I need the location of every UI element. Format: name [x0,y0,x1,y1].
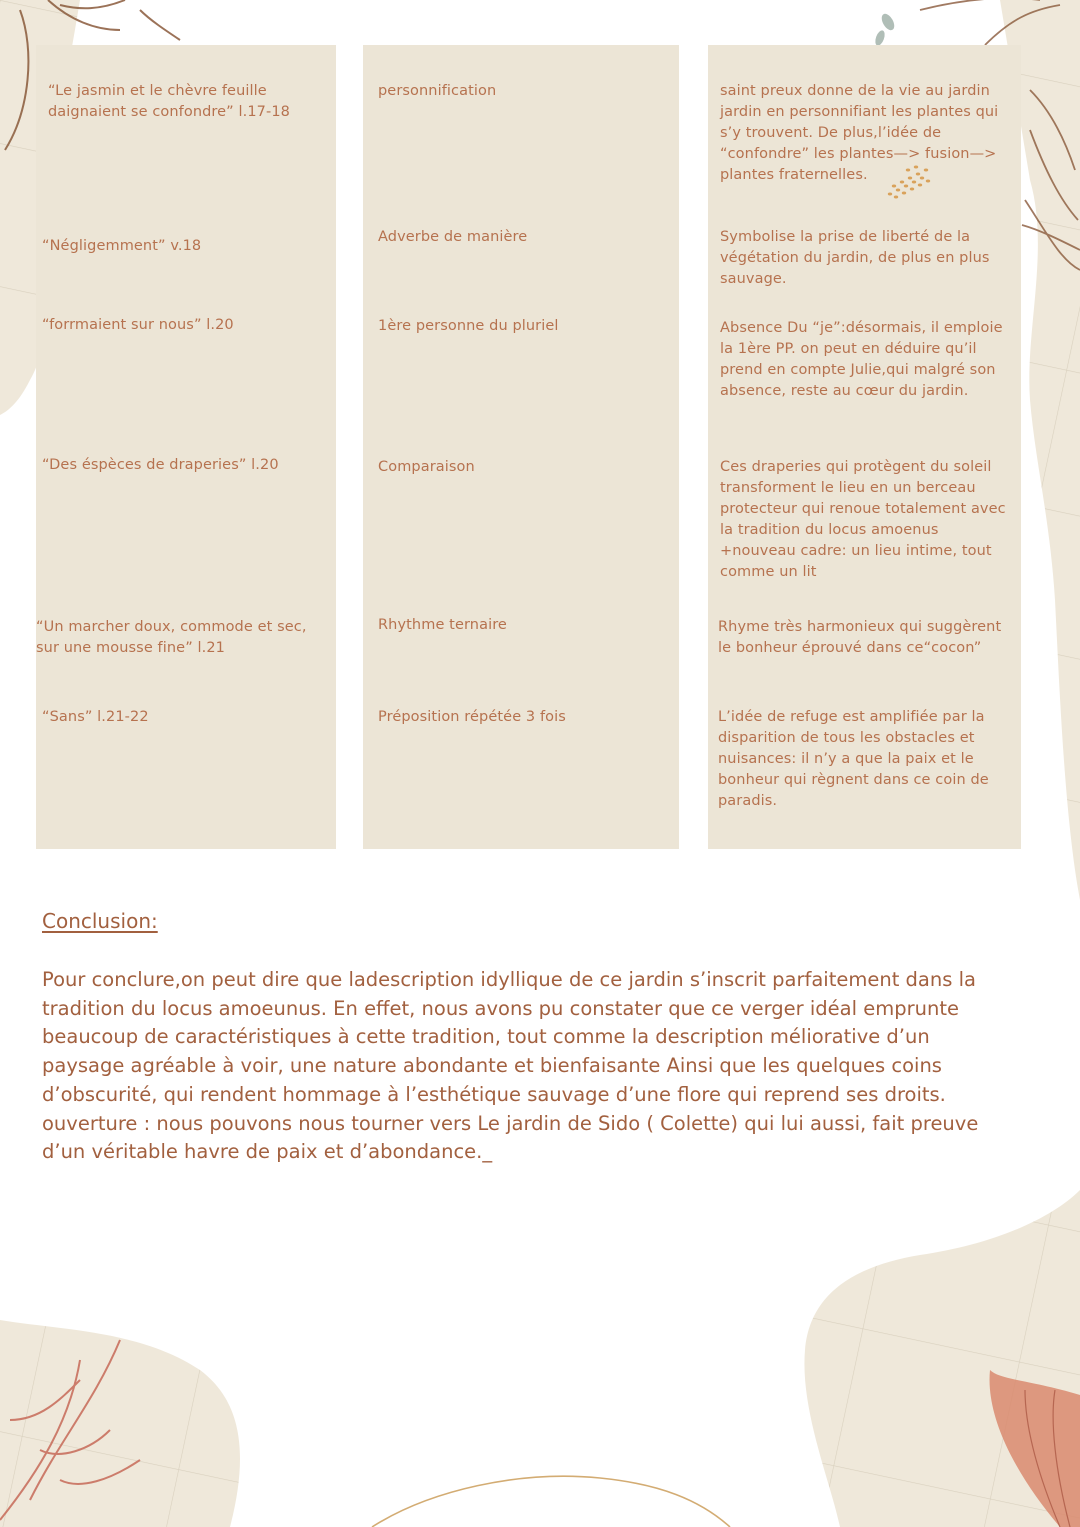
dried-leaves-icon [874,12,897,47]
table-cell-interpretation: Ces draperies qui protègent du soleil transforment le lieu en un berceau protecteur qui renoue totalement avec la tradition du locus amoenus +nouveau cadre: un lieu intime, tout comme un lit [720,459,1006,580]
table-cell-figure: Rhythme ternaire [378,617,507,633]
table-cell-quote: “Le jasmin et le chèvre feuille daignaient se confondre” l.17-18 [48,83,290,120]
dots-icon [880,164,932,200]
table-cell-quote: “Sans” l.21-22 [42,709,149,725]
bottom-left-blob [0,1320,240,1527]
wave-line [372,1476,730,1527]
table-cell-figure: Adverbe de manière [378,229,528,245]
table-cell-interpretation: saint preux donne de la vie au jardin jardin en personnifiant les plantes qui s’y trouvent. De plus,l’idée de “confondre” les plantes—> fusion—> plantes fraternelles. [720,83,999,183]
table-cell-quote: “Des éspèces de draperies” l.20 [42,457,279,473]
conclusion-heading: Conclusion: [42,909,158,933]
table-column-quotes [36,45,336,849]
table-cell-interpretation: Rhyme très harmonieux qui suggèrent le bonheur éprouvé dans ce“cocon” [718,619,1002,656]
table-cell-quote: “Un marcher doux, commode et sec, sur une mousse fine” l.21 [36,619,307,656]
table-cell-figure: Préposition répétée 3 fois [378,709,566,725]
conclusion-body [42,966,1007,1167]
table-cell-quote: “forrmaient sur nous” l.20 [42,317,234,333]
conclusion-paragraph: Pour conclure,on peut dire que ladescription idyllique de ce jardin s’inscrit parfaitement dans la tradition du locus amoeunus. En effet, nous avons pu constater que ce verger idéal emprunte beaucoup de caractéristiques à cette tradition, tout comme la description méliorative d’un paysage agréable à voir, une nature abondante et bienfaisante Ainsi que les quelques coins d’obscurité, qui rendent hommage à l’esthétique sauvage d’une flore qui reprend ses droits. [42,968,976,1106]
table-cell-figure: personnification [378,83,497,99]
table-cell-interpretation: Absence Du “je”:désormais, il emploie la 1ère PP. on peut en déduire qu’il prend en compte Julie,qui malgré son absence, reste au cœur du jardin. [720,320,1003,399]
conclusion-opening: ouverture : nous pouvons nous tourner vers Le jardin de Sido ( Colette) qui lui aussi, fait preuve d’un véritable havre de paix et d’abondance._ [42,1111,979,1164]
table-cell-figure: Comparaison [378,459,475,475]
table-cell-figure: 1ère personne du pluriel [378,318,559,334]
table-column-figures [363,45,679,849]
table-cell-interpretation: Symbolise la prise de liberté de la végétation du jardin, de plus en plus sauvage. [720,229,990,287]
table-cell-interpretation: L’idée de refuge est amplifiée par la disparition de tous les obstacles et nuisances: il n’y a que la paix et le bonheur qui règnent dans ce coin de paradis. [718,709,989,809]
table-cell-quote: “Négligemment” v.18 [42,238,202,254]
